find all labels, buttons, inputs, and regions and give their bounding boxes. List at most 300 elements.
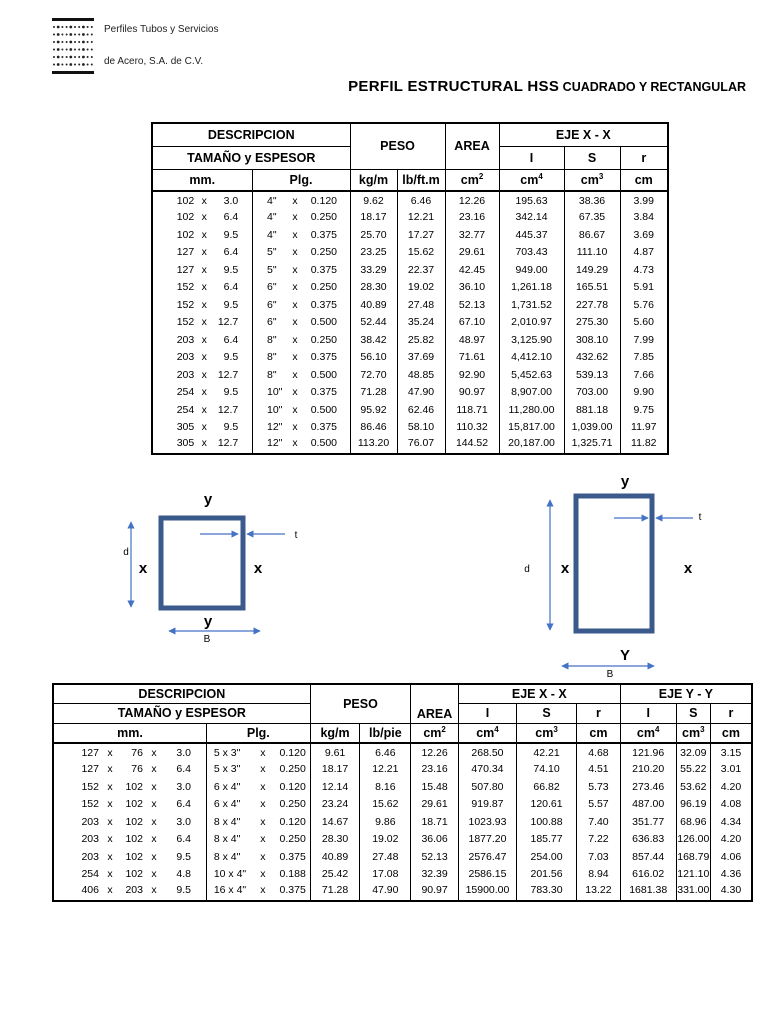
- Sx-value: 66.82: [517, 778, 577, 796]
- logo-dot: [53, 26, 55, 28]
- I-value: 195.63: [499, 191, 564, 209]
- size-mm-thickness: 3.0: [176, 747, 191, 760]
- size-mm-thickness: 3.0: [176, 780, 191, 793]
- r-value: 3.99: [620, 191, 668, 209]
- size-plg-x: x: [292, 195, 298, 208]
- size-plg-thickness: 0.375: [310, 386, 337, 399]
- header-ry: r: [710, 703, 752, 723]
- table-row: [53, 883, 752, 901]
- unit-Sy: $cm^3$: [676, 723, 710, 743]
- size-mm: [152, 279, 252, 297]
- size-plg-width: 8": [267, 351, 277, 364]
- size-plg: [206, 813, 310, 831]
- logo-dot: [57, 48, 60, 51]
- size-plg-thickness: 0.375: [310, 421, 337, 434]
- peso-lbft: 19.02: [397, 279, 445, 297]
- unit-rx: cm: [577, 723, 621, 743]
- S-value: 539.13: [564, 366, 620, 384]
- size-plg-x: x: [260, 884, 266, 897]
- table-row: [152, 401, 668, 419]
- size-mm-x1: x: [107, 798, 113, 811]
- size-mm-x1: x: [107, 763, 113, 776]
- Sx-value: 254.00: [517, 848, 577, 866]
- Ix-value: 15900.00: [458, 883, 516, 901]
- size-mm-b: 203: [81, 815, 99, 828]
- unit-Sx: $cm^3$: [517, 723, 577, 743]
- peso-lbpie: 17.08: [360, 866, 411, 884]
- peso-lbpie: 8.16: [360, 778, 411, 796]
- peso-kgm: 40.89: [350, 296, 397, 314]
- size-mm: [53, 813, 206, 831]
- size-plg-thickness: 0.375: [310, 263, 337, 276]
- unit-Ix: $cm^4$: [458, 723, 516, 743]
- unit-ry: cm: [710, 723, 752, 743]
- size-plg-thickness: 0.375: [310, 228, 337, 241]
- size-plg-x: x: [292, 298, 298, 311]
- logo-dot: [87, 26, 89, 28]
- company-name-line1: Perfiles Tubos y Servicios: [104, 24, 219, 35]
- size-mm-thickness: 6.4: [176, 798, 191, 811]
- size-plg-thickness: 0.375: [310, 351, 337, 364]
- peso-kgm: 71.28: [350, 384, 397, 402]
- size-mm: [53, 831, 206, 849]
- header-peso: PESO: [310, 684, 411, 723]
- area-value: 36.06: [411, 831, 459, 849]
- area-value: 29.61: [411, 796, 459, 814]
- size-mm-thickness: 12.7: [217, 403, 239, 416]
- unit-area: $cm^2$: [411, 723, 459, 743]
- area-value: 32.77: [445, 226, 499, 244]
- table-row: [152, 279, 668, 297]
- size-mm-x1: x: [107, 815, 113, 828]
- size-mm-width: 152: [176, 298, 195, 311]
- size-mm: [152, 331, 252, 349]
- area-value: 23.16: [411, 761, 459, 779]
- Iy-value: 636.83: [620, 831, 676, 849]
- S-value: 703.00: [564, 384, 620, 402]
- area-value: 18.71: [411, 813, 459, 831]
- table-row: [53, 831, 752, 849]
- Sy-value: 126.00: [676, 831, 710, 849]
- size-mm-x1: x: [107, 868, 113, 881]
- peso-lbft: 6.46: [397, 191, 445, 209]
- size-plg-width: 6": [267, 281, 277, 294]
- size-mm-x2: x: [151, 798, 157, 811]
- size-plg-dims: 6 x 4": [213, 780, 241, 793]
- peso-kgm: 38.42: [350, 331, 397, 349]
- S-value: 308.10: [564, 331, 620, 349]
- size-plg: [252, 244, 350, 262]
- peso-lbft: 17.27: [397, 226, 445, 244]
- logo-dot: [91, 56, 93, 58]
- size-mm-h: 102: [125, 868, 143, 881]
- rx-value: 4.68: [577, 743, 621, 761]
- rect-section-diagram: [510, 470, 720, 680]
- size-mm-thickness: 12.7: [217, 368, 239, 381]
- area-value: 52.13: [411, 848, 459, 866]
- header-Iy: I: [620, 703, 676, 723]
- size-mm: [53, 848, 206, 866]
- Ix-value: 919.87: [458, 796, 516, 814]
- I-value: 15,817.00: [499, 419, 564, 437]
- Sx-value: 201.56: [517, 866, 577, 884]
- d-label: d: [524, 564, 530, 575]
- logo-dot: [53, 34, 55, 36]
- title-main: PERFIL ESTRUCTURAL HSS: [348, 78, 560, 95]
- size-plg-width: 8": [267, 368, 277, 381]
- area-value: 36.10: [445, 279, 499, 297]
- peso-lbpie: 47.90: [360, 883, 411, 901]
- r-value: 4.87: [620, 244, 668, 262]
- area-value: 144.52: [445, 436, 499, 454]
- logo-dot: [57, 26, 60, 29]
- peso-lbft: 37.69: [397, 349, 445, 367]
- size-mm-thickness: 6.4: [223, 333, 239, 346]
- size-plg-x: x: [260, 815, 266, 828]
- Sy-value: 68.96: [676, 813, 710, 831]
- peso-kgm: 12.14: [310, 778, 360, 796]
- size-mm-x: x: [201, 368, 207, 381]
- x-left-label: x: [560, 560, 570, 577]
- t-label: t: [294, 530, 298, 541]
- logo-dot: [78, 26, 80, 28]
- header-area: AREA: [411, 684, 459, 723]
- area-value: 110.32: [445, 419, 499, 437]
- table-row: [152, 226, 668, 244]
- Sx-value: 42.21: [517, 743, 577, 761]
- size-plg: [252, 401, 350, 419]
- Iy-value: 210.20: [620, 761, 676, 779]
- peso-kgm: 52.44: [350, 314, 397, 332]
- Sy-value: 121.10: [676, 866, 710, 884]
- header-kgm: kg/m: [350, 169, 397, 191]
- size-plg-thickness: 0.120: [310, 195, 337, 208]
- rectangular-hss-table: [52, 683, 753, 902]
- size-mm-thickness: 6.4: [223, 211, 239, 224]
- size-mm-width: 254: [176, 386, 195, 399]
- size-plg: [252, 279, 350, 297]
- size-mm: [53, 778, 206, 796]
- logo-dot: [78, 41, 80, 43]
- ry-value: 4.08: [710, 796, 752, 814]
- size-mm: [152, 401, 252, 419]
- size-mm-x1: x: [107, 747, 113, 760]
- size-plg-dims: 6 x 4": [213, 798, 241, 811]
- Iy-value: 487.00: [620, 796, 676, 814]
- size-mm-x: x: [201, 195, 207, 208]
- size-plg-width: 12": [267, 437, 283, 450]
- peso-lbft: 47.90: [397, 384, 445, 402]
- S-value: 67.35: [564, 209, 620, 227]
- square-hss-table: [151, 122, 669, 455]
- size-mm-thickness: 9.5: [223, 386, 239, 399]
- size-mm-x2: x: [151, 833, 157, 846]
- r-value: 5.76: [620, 296, 668, 314]
- size-mm: [152, 384, 252, 402]
- size-plg-width: 10": [267, 403, 283, 416]
- logo-dot: [91, 64, 93, 66]
- size-plg-thickness: 0.250: [310, 211, 337, 224]
- size-plg-thickness: 0.250: [310, 281, 337, 294]
- peso-lbft: 25.82: [397, 331, 445, 349]
- size-mm-width: 203: [176, 368, 195, 381]
- logo-dot: [57, 63, 60, 66]
- table-row: [53, 866, 752, 884]
- table-row: [53, 743, 752, 761]
- logo-dot: [82, 63, 85, 66]
- Sy-value: 32.09: [676, 743, 710, 761]
- size-mm-b: 127: [81, 763, 99, 776]
- r-value: 7.99: [620, 331, 668, 349]
- peso-lbpie: 6.46: [360, 743, 411, 761]
- y-top-label: y: [620, 473, 630, 490]
- size-mm: [152, 209, 252, 227]
- size-plg-thickness: 0.250: [310, 333, 337, 346]
- size-plg-width: 5": [267, 246, 277, 259]
- header-rx: r: [577, 703, 621, 723]
- peso-lbft: 62.46: [397, 401, 445, 419]
- size-mm-x2: x: [151, 763, 157, 776]
- area-value: 48.97: [445, 331, 499, 349]
- size-plg-thickness: 0.120: [279, 747, 306, 760]
- size-plg: [252, 226, 350, 244]
- size-plg-x: x: [292, 281, 298, 294]
- size-mm-x: x: [201, 281, 207, 294]
- size-mm: [152, 349, 252, 367]
- size-mm-x: x: [201, 437, 207, 450]
- r-value: 11.97: [620, 419, 668, 437]
- size-plg-thickness: 0.188: [279, 868, 306, 881]
- rx-value: 5.73: [577, 778, 621, 796]
- header-eje-x: EJE X - X: [499, 123, 668, 146]
- size-plg-x: x: [260, 868, 266, 881]
- area-value: 90.97: [411, 883, 459, 901]
- I-value: 949.00: [499, 261, 564, 279]
- size-mm-x: x: [201, 351, 207, 364]
- peso-kgm: 71.28: [310, 883, 360, 901]
- header-I: I: [499, 146, 564, 169]
- size-mm-width: 203: [176, 333, 195, 346]
- size-plg: [252, 366, 350, 384]
- size-plg-x: x: [292, 246, 298, 259]
- size-mm-thickness: 6.4: [176, 763, 191, 776]
- peso-kgm: 18.17: [310, 761, 360, 779]
- table-row: [53, 778, 752, 796]
- I-value: 20,187.00: [499, 436, 564, 454]
- size-mm-x1: x: [107, 780, 113, 793]
- S-value: 881.18: [564, 401, 620, 419]
- Sx-value: 100.88: [517, 813, 577, 831]
- header-Ix: I: [458, 703, 516, 723]
- area-value: 92.90: [445, 366, 499, 384]
- logo-dot: [91, 34, 93, 36]
- header-descripcion: DESCRIPCION: [152, 123, 350, 146]
- size-plg: [252, 419, 350, 437]
- area-value: 90.97: [445, 384, 499, 402]
- size-plg-width: 6": [267, 316, 277, 329]
- size-mm-b: 203: [81, 850, 99, 863]
- Sy-value: 168.79: [676, 848, 710, 866]
- Sy-value: 96.19: [676, 796, 710, 814]
- S-value: 86.67: [564, 226, 620, 244]
- size-plg: [206, 866, 310, 884]
- I-value: 8,907.00: [499, 384, 564, 402]
- peso-kgm: 40.89: [310, 848, 360, 866]
- logo-dot: [74, 34, 76, 36]
- area-value: 32.39: [411, 866, 459, 884]
- size-mm-width: 305: [176, 421, 195, 434]
- peso-kgm: 23.25: [350, 244, 397, 262]
- r-value: 3.69: [620, 226, 668, 244]
- S-value: 149.29: [564, 261, 620, 279]
- unit-S: $cm^3$: [564, 169, 620, 191]
- rx-value: 13.22: [577, 883, 621, 901]
- size-plg-x: x: [292, 228, 298, 241]
- area-value: 71.61: [445, 349, 499, 367]
- size-mm: [53, 743, 206, 761]
- Ix-value: 2586.15: [458, 866, 516, 884]
- logo-dot: [74, 49, 76, 51]
- size-plg-thickness: 0.250: [279, 763, 306, 776]
- B-label: B: [203, 634, 211, 645]
- size-plg-dims: 5 x 3": [213, 763, 241, 776]
- size-mm-x: x: [201, 421, 207, 434]
- size-plg-x: x: [292, 386, 298, 399]
- logo-dot: [61, 41, 63, 43]
- I-value: 1,731.52: [499, 296, 564, 314]
- size-plg-dims: 8 x 4": [213, 833, 241, 846]
- logo-dot: [53, 49, 55, 51]
- size-mm-h: 76: [131, 763, 143, 776]
- logo-dot: [69, 26, 72, 29]
- header-lbft: lb/ft.m: [397, 169, 445, 191]
- square-section-diagram: [110, 480, 320, 650]
- size-mm-thickness: 9.5: [223, 351, 239, 364]
- size-plg-x: x: [260, 763, 266, 776]
- size-mm-width: 127: [176, 246, 195, 259]
- logo-dot: [66, 64, 68, 66]
- size-mm-thickness: 9.5: [223, 228, 239, 241]
- size-plg: [252, 384, 350, 402]
- size-mm-x: x: [201, 263, 207, 276]
- size-mm-width: 127: [176, 263, 195, 276]
- I-value: 11,280.00: [499, 401, 564, 419]
- S-value: 1,325.71: [564, 436, 620, 454]
- table-row: [152, 261, 668, 279]
- S-value: 275.30: [564, 314, 620, 332]
- peso-lbft: 76.07: [397, 436, 445, 454]
- x-right-label: x: [683, 560, 693, 577]
- size-mm: [152, 244, 252, 262]
- peso-kgm: 33.29: [350, 261, 397, 279]
- size-plg-x: x: [260, 833, 266, 846]
- size-plg: [206, 743, 310, 761]
- I-value: 3,125.90: [499, 331, 564, 349]
- table-row: [152, 419, 668, 437]
- header-S: S: [564, 146, 620, 169]
- logo-dot: [74, 64, 76, 66]
- logo-dot: [74, 26, 76, 28]
- peso-lbft: 22.37: [397, 261, 445, 279]
- y-bottom-label: y: [203, 613, 213, 630]
- area-value: 67.10: [445, 314, 499, 332]
- size-mm: [53, 883, 206, 901]
- size-plg-thickness: 0.500: [310, 316, 337, 329]
- logo-dot: [82, 41, 85, 44]
- ry-value: 4.34: [710, 813, 752, 831]
- logo-dot: [61, 56, 63, 58]
- header-tamano: TAMAÑO y ESPESOR: [53, 703, 310, 723]
- size-mm-width: 305: [176, 437, 195, 450]
- size-plg-width: 10": [267, 386, 283, 399]
- table-row: [152, 244, 668, 262]
- peso-kgm: 25.42: [310, 866, 360, 884]
- logo-dot: [69, 63, 72, 66]
- logo-dot: [66, 49, 68, 51]
- Ix-value: 507.80: [458, 778, 516, 796]
- peso-lbpie: 27.48: [360, 848, 411, 866]
- Iy-value: 1681.38: [620, 883, 676, 901]
- size-plg: [252, 436, 350, 454]
- t-label: t: [698, 512, 702, 523]
- logo-dot: [87, 64, 89, 66]
- size-plg: [206, 831, 310, 849]
- size-mm-thickness: 6.4: [223, 281, 239, 294]
- size-plg-width: 6": [267, 298, 277, 311]
- size-plg: [206, 883, 310, 901]
- size-mm-thickness: 12.7: [217, 316, 239, 329]
- size-mm-thickness: 9.5: [176, 884, 191, 897]
- peso-kgm: 9.62: [350, 191, 397, 209]
- size-mm: [152, 296, 252, 314]
- unit-r: cm: [620, 169, 668, 191]
- peso-kgm: 95.92: [350, 401, 397, 419]
- peso-kgm: 23.24: [310, 796, 360, 814]
- unit-I: $cm^4$: [499, 169, 564, 191]
- size-mm-x1: x: [107, 833, 113, 846]
- size-mm-x2: x: [151, 747, 157, 760]
- size-plg: [252, 261, 350, 279]
- size-plg-thickness: 0.500: [310, 437, 337, 450]
- title-sub: CUADRADO Y RECTANGULAR: [559, 80, 746, 94]
- size-plg-x: x: [292, 437, 298, 450]
- size-plg: [252, 331, 350, 349]
- size-plg-dims: 8 x 4": [213, 815, 241, 828]
- size-mm: [152, 191, 252, 209]
- logo-dot: [61, 49, 63, 51]
- ry-value: 4.30: [710, 883, 752, 901]
- Y-bottom-label: Y: [619, 647, 631, 664]
- size-mm-x2: x: [151, 868, 157, 881]
- Sx-value: 120.61: [517, 796, 577, 814]
- size-mm-b: 127: [81, 747, 99, 760]
- area-value: 12.26: [411, 743, 459, 761]
- size-mm: [152, 226, 252, 244]
- logo-dot: [53, 64, 55, 66]
- Sy-value: 55.22: [676, 761, 710, 779]
- square-profile: [161, 518, 243, 608]
- logo-dot: [61, 34, 63, 36]
- S-value: 432.62: [564, 349, 620, 367]
- ry-value: 4.20: [710, 831, 752, 849]
- logo-dot: [57, 41, 60, 44]
- size-mm-width: 203: [176, 351, 195, 364]
- logo-dot: [87, 49, 89, 51]
- size-mm-thickness: 9.5: [223, 421, 239, 434]
- logo-dot: [66, 41, 68, 43]
- logo-dot: [91, 41, 93, 43]
- table-row: [53, 813, 752, 831]
